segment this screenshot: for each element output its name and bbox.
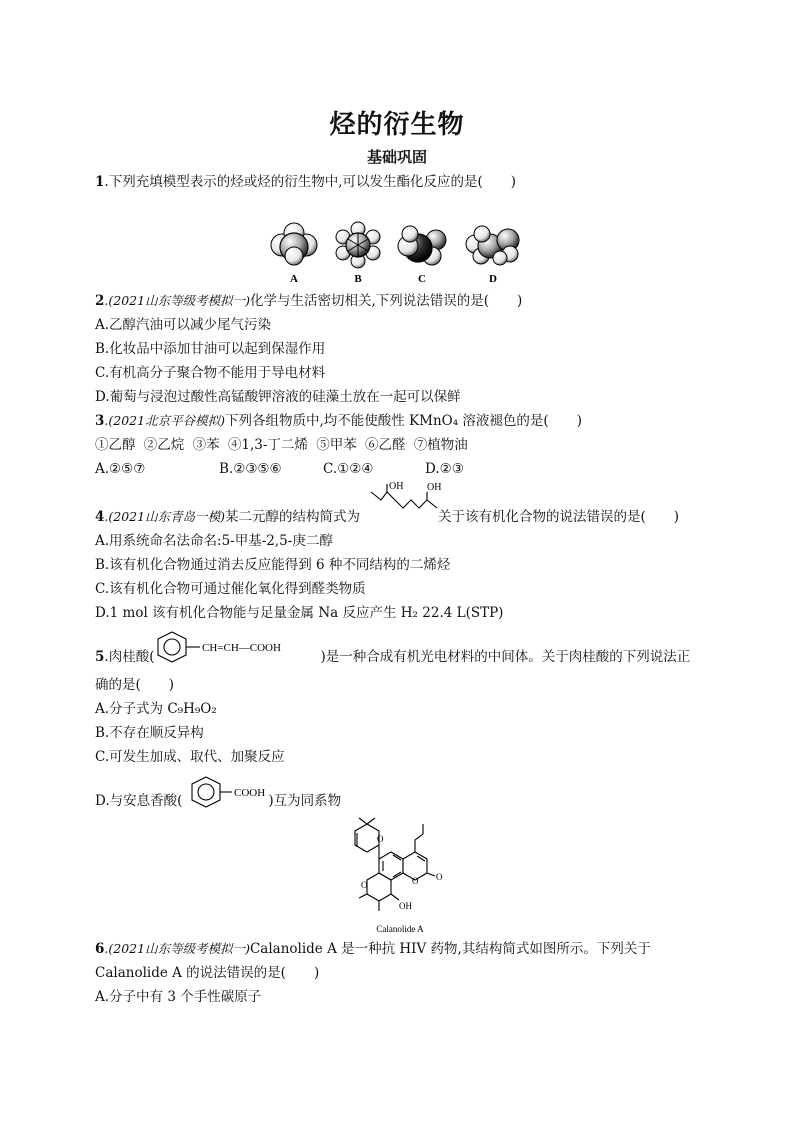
option-b: B.不存在顺反异构 bbox=[95, 725, 204, 741]
q3-options bbox=[95, 460, 464, 478]
page-title: 烃的衍生物 bbox=[329, 110, 465, 140]
question-source: .(2021山东等级考模拟一) bbox=[104, 941, 250, 956]
option-a: A.乙醇汽油可以减少尾气污染 bbox=[95, 317, 272, 333]
option-d: D.1 mol 该有机化合物能与足量金属 Na 反应产生 H₂ 22.4 L(STP) bbox=[95, 605, 504, 621]
option-c: C.有机高分子聚合物不能用于导电材料 bbox=[95, 365, 326, 381]
option-c: C.①②④ bbox=[323, 461, 374, 477]
question-close-paren: ) bbox=[673, 509, 680, 525]
oxygen-label: O bbox=[436, 872, 443, 882]
question-text: .肉桂酸( bbox=[104, 649, 155, 665]
question-number: 3 bbox=[95, 413, 105, 429]
question-number: 5 bbox=[95, 649, 105, 665]
question-6 bbox=[95, 940, 651, 958]
option-a: A.用系统命名法命名:5-甲基-2,5-庚二醇 bbox=[95, 533, 333, 549]
model-a bbox=[271, 223, 317, 265]
model-c bbox=[398, 226, 446, 265]
model-label-c: C bbox=[418, 273, 426, 285]
question-close-paren: ) bbox=[168, 677, 175, 693]
oxygen-label: O bbox=[412, 876, 419, 886]
figure-caption: Calanolide A bbox=[376, 924, 424, 934]
option-d: D.②③ bbox=[425, 461, 464, 477]
space-filling-models-figure bbox=[260, 218, 530, 286]
question-text: 下列各组物质中,均不能使酸性 KMnO₄ 溶液褪色的是( bbox=[224, 413, 549, 429]
question-source: .(2021山东青岛一模) bbox=[104, 509, 225, 524]
question-close-paren: ) bbox=[517, 293, 523, 309]
model-label-d: D bbox=[489, 273, 497, 285]
question-source: .(2021北京平谷模拟) bbox=[104, 413, 225, 428]
question-text: 化学与生活密切相关,下列说法错误的是( bbox=[249, 293, 490, 309]
question-number: 2 bbox=[95, 293, 105, 309]
option-a: A.分子式为 C₉H₉O₂ bbox=[95, 701, 217, 717]
calanolide-a-structure bbox=[345, 812, 455, 937]
side-chain-label: CH=CH—COOH bbox=[202, 642, 281, 654]
question-number: 1 bbox=[95, 174, 105, 190]
question-close-paren: ) bbox=[510, 174, 517, 190]
question-1 bbox=[95, 173, 516, 191]
question-text: Calanolide A 是一种抗 HIV 药物,其结构简式如图所示。下列关于 bbox=[249, 941, 651, 957]
question-4 bbox=[95, 508, 679, 526]
carboxyl-label: COOH bbox=[234, 787, 266, 799]
oxygen-label: O bbox=[361, 880, 368, 890]
hydroxyl-label: OH bbox=[399, 901, 412, 911]
question-number: 4 bbox=[95, 509, 105, 525]
option-text: D.与安息香酸( bbox=[95, 793, 183, 809]
oxygen-label: O bbox=[377, 834, 384, 844]
hydroxyl-label: OH bbox=[389, 481, 404, 492]
question-text: 某二元醇的结构简式为 bbox=[224, 509, 360, 525]
option-a: A.②⑤⑦ bbox=[95, 461, 146, 477]
model-label-b: B bbox=[354, 273, 362, 285]
question-2 bbox=[95, 292, 522, 310]
question-6-line-2 bbox=[95, 964, 319, 982]
question-text: .下列充填模型表示的烃或烃的衍生物中,可以发生酯化反应的是( bbox=[104, 174, 483, 190]
model-d bbox=[466, 226, 519, 265]
option-b: B.②③⑤⑥ bbox=[219, 461, 282, 477]
question-3 bbox=[95, 412, 582, 430]
question-close-paren: ) bbox=[313, 965, 320, 981]
option-text: )互为同系物 bbox=[268, 793, 342, 809]
section-subtitle: 基础巩固 bbox=[366, 148, 427, 166]
question-number: 6 bbox=[95, 941, 105, 957]
question-text: 确的是( bbox=[95, 677, 141, 693]
substance-list: ①乙醇 ②乙烷 ③苯 ④1,3-丁二烯 ⑤甲苯 ⑥乙醛 ⑦植物油 bbox=[95, 437, 468, 453]
question-text: 关于该有机化合物的说法错误的是( bbox=[437, 509, 646, 525]
question-source: .(2021山东等级考模拟一) bbox=[104, 293, 250, 308]
option-b: B.化妆品中添加甘油可以起到保湿作用 bbox=[95, 341, 326, 357]
option-c: C.该有机化合物可通过催化氧化得到醛类物质 bbox=[95, 581, 366, 597]
question-close-paren: ) bbox=[576, 413, 582, 429]
option-a: A.分子中有 3 个手性碳原子 bbox=[95, 989, 262, 1005]
question-text: Calanolide A 的说法错误的是( bbox=[95, 965, 286, 981]
option-d: D.葡萄与浸泡过酸性高锰酸钾溶液的硅藻土放在一起可以保鲜 bbox=[95, 389, 461, 405]
model-b bbox=[336, 222, 380, 268]
cinnamic-acid-structure bbox=[156, 628, 316, 668]
benzoic-acid-structure bbox=[190, 773, 280, 813]
model-label-a: A bbox=[290, 273, 298, 285]
option-c: C.可发生加成、取代、加聚反应 bbox=[95, 749, 285, 765]
question-5-line-2 bbox=[95, 676, 174, 694]
hydroxyl-label: OH bbox=[427, 482, 442, 493]
option-b: B.该有机化合物通过消去反应能得到 6 种不同结构的二烯烃 bbox=[95, 557, 451, 573]
question-text: )是一种合成有机光电材料的中间体。关于肉桂酸的下列说法正 bbox=[320, 649, 691, 665]
